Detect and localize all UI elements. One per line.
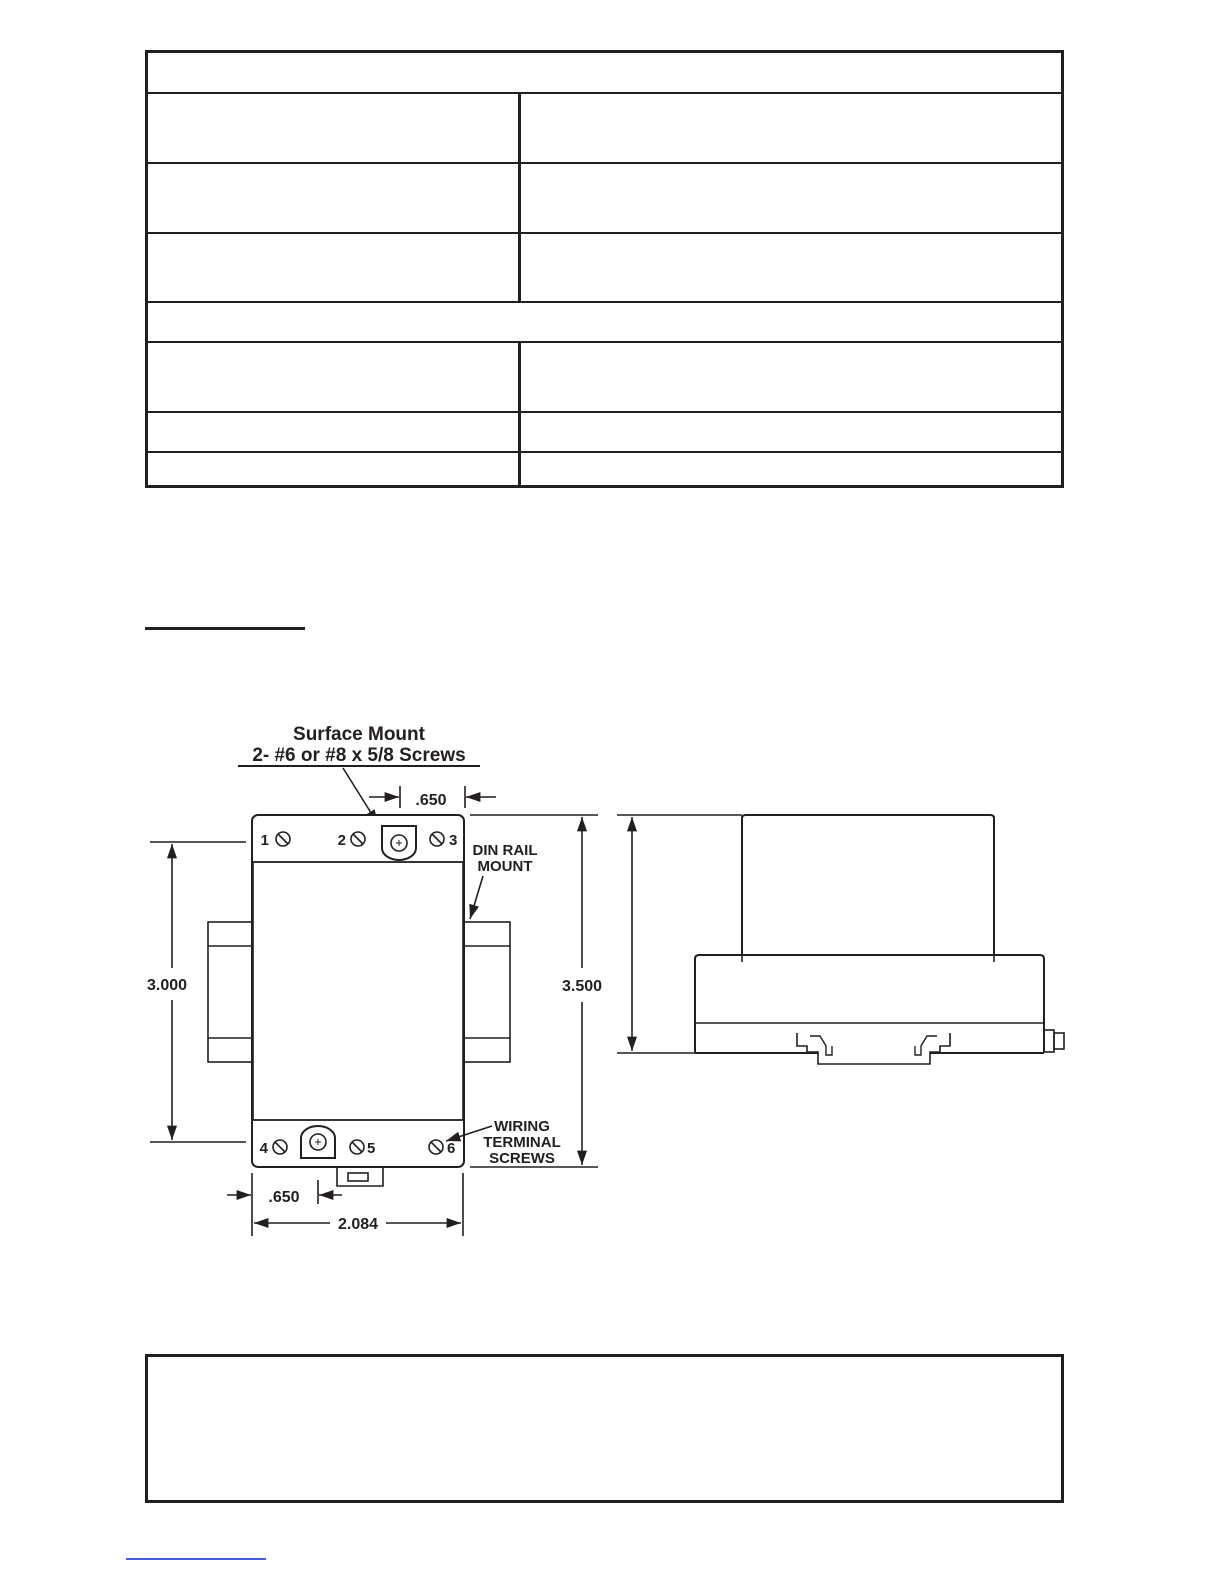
dim-height-inner-label: 3.000 (146, 977, 188, 994)
table-section-header (148, 303, 1061, 343)
dim-top-offset-label: .650 (415, 792, 447, 809)
section-heading-underline (145, 627, 305, 630)
table-cell-value (521, 94, 1061, 162)
note-box (145, 1354, 1064, 1503)
wiring-label-2: TERMINAL (483, 1134, 561, 1151)
table-row (148, 234, 1061, 303)
table-row (148, 343, 1061, 413)
module-front-panel (253, 862, 463, 1120)
din-rail-mount-label-2: MOUNT (477, 858, 533, 875)
table-cell-label (148, 453, 521, 485)
side-connector (1044, 1030, 1054, 1052)
terminal-number: 1 (260, 832, 269, 849)
table-cell-value (521, 413, 1061, 451)
table-row (148, 94, 1061, 164)
table-row (148, 413, 1061, 453)
table-section-header (148, 53, 1061, 94)
terminal-number: 4 (259, 1140, 268, 1157)
din-rail-profile (797, 1033, 950, 1064)
dim-bottom-offset-label: .650 (268, 1189, 300, 1206)
wiring-label-3: SCREWS (489, 1150, 555, 1167)
din-release-latch (337, 1167, 383, 1186)
table-cell-value (521, 164, 1061, 232)
din-rail-mount-label-1: DIN RAIL (472, 842, 538, 859)
dim-width-label: 2.084 (337, 1216, 379, 1233)
dimension-drawing (0, 700, 1224, 1260)
table-cell-label (148, 94, 521, 162)
table-cell-label (148, 164, 521, 232)
surface-mount-screws-label: 2- #6 or #8 x 5/8 Screws (252, 745, 466, 766)
table-cell-label (148, 234, 521, 301)
side-connector-plug (1054, 1033, 1064, 1049)
wiring-label-1: WIRING (494, 1118, 550, 1135)
table-cell-value (521, 453, 1061, 485)
table-cell-label (148, 343, 521, 411)
footer-link-underline (126, 1558, 266, 1560)
terminal-number: 6 (447, 1140, 456, 1157)
terminal-number: 3 (449, 832, 458, 849)
table-row (148, 453, 1061, 485)
surface-mount-title: Surface Mount (293, 724, 425, 745)
dim-height-overall-label: 3.500 (561, 978, 603, 995)
din-rail-leader (470, 876, 483, 919)
table-cell-label (148, 413, 521, 451)
terminal-number: 2 (337, 832, 346, 849)
latch-slot (348, 1173, 368, 1181)
spec-table (145, 50, 1064, 488)
terminal-number: 5 (367, 1140, 376, 1157)
table-cell-value (521, 234, 1061, 301)
table-cell-value (521, 343, 1061, 411)
table-row (148, 164, 1061, 234)
